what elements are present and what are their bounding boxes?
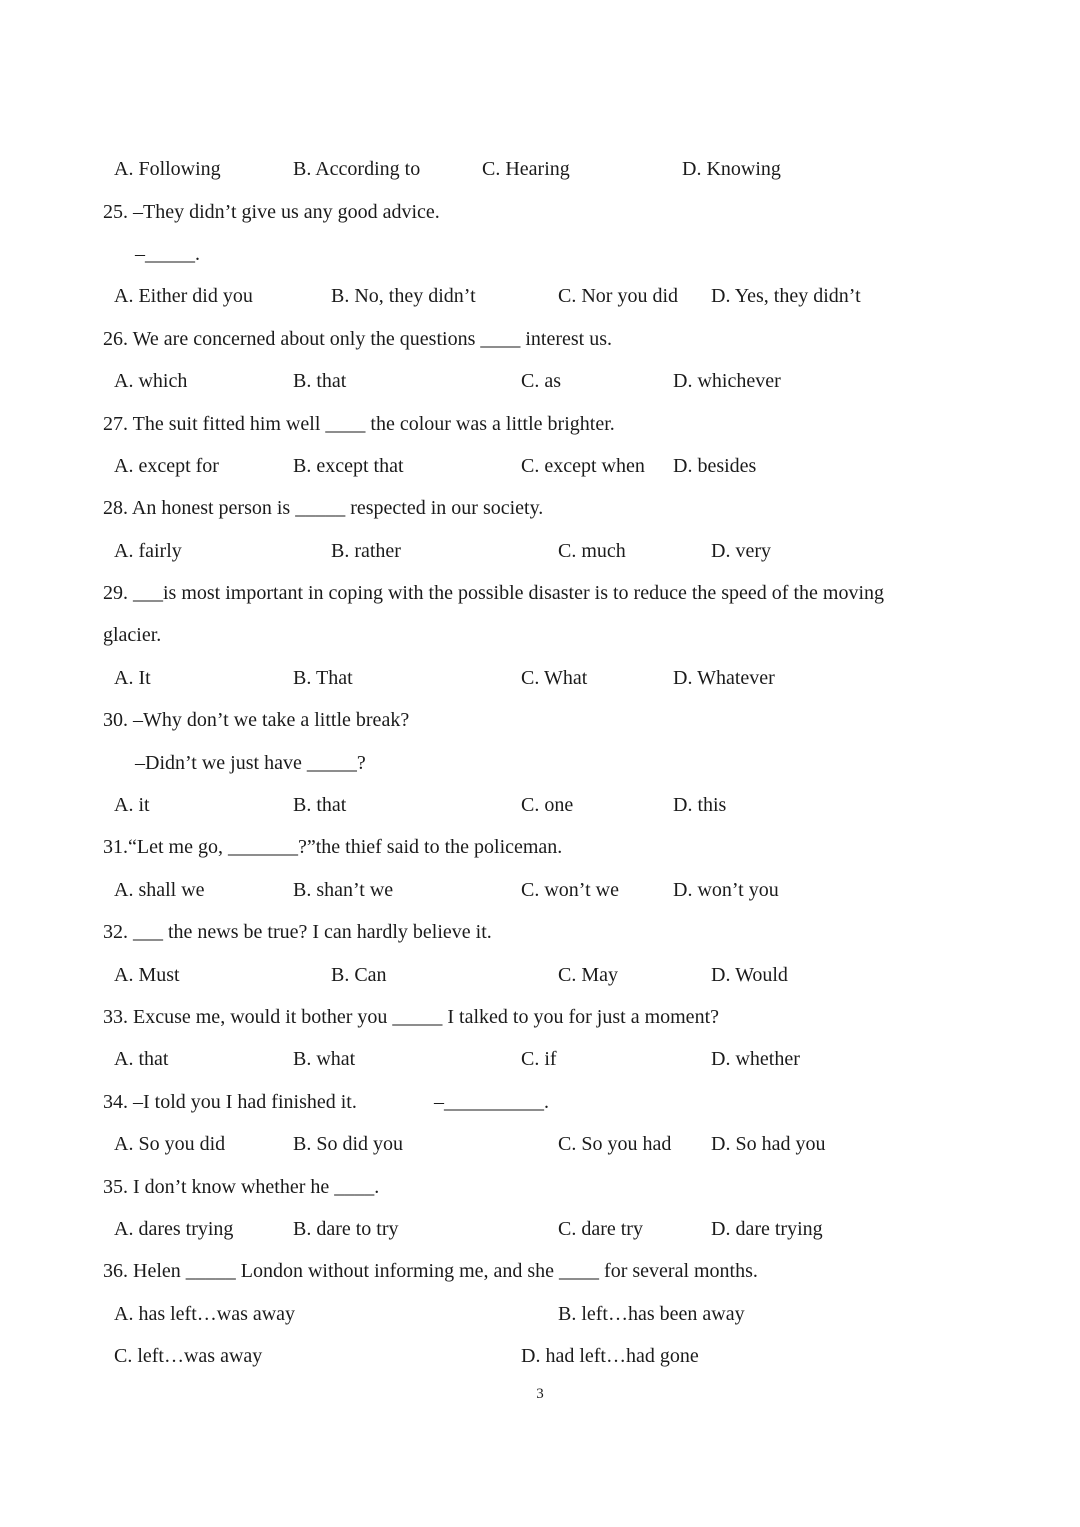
q36-option-a: A. has left…was away [114,1303,296,1325]
q26-stem: 26. We are concerned about only the questions ____ interest us. [103,328,613,350]
q30-option-b: B. that [293,794,347,816]
q24-option-d: D. Knowing [682,158,781,180]
q24-option-a: A. Following [114,158,221,180]
q34-option-a: A. So you did [114,1133,226,1155]
q32-stem: 32. ___ the news be true? I can hardly believe it. [103,921,492,943]
q36-option-c: C. left…was away [114,1345,263,1367]
q24-option-b: B. According to [293,158,421,180]
q26-option-a: A. which [114,370,188,392]
q25-option-d: D. Yes, they didn’t [711,285,861,307]
q27-stem: 27. The suit fitted him well ____ the colour was a little brighter. [103,413,615,435]
q29-stem-line2: glacier. [103,624,162,646]
q25-option-a: A. Either did you [114,285,253,307]
q25-option-c: C. Nor you did [558,285,678,307]
q34-stem: 34. –I told you I had finished it. [103,1091,357,1113]
q33-option-b: B. what [293,1048,356,1070]
q29-option-b: B. That [293,667,353,689]
q33-stem: 33. Excuse me, would it bother you _____ I talked to you for just a moment? [103,1006,719,1028]
q30-reply: –Didn’t we just have _____? [135,752,366,774]
q35-stem: 35. I don’t know whether he ____. [103,1176,380,1198]
q27-option-c: C. except when [521,455,645,477]
q33-option-d: D. whether [711,1048,800,1070]
q35-option-c: C. dare try [558,1218,643,1240]
q32-option-a: A. Must [114,964,180,986]
q28-option-b: B. rather [331,540,401,562]
q31-stem: 31.“Let me go, _______?”the thief said to the policeman. [103,836,563,858]
q34-option-c: C. So you had [558,1133,672,1155]
q31-option-c: C. won’t we [521,879,619,901]
q30-option-d: D. this [673,794,727,816]
q31-option-b: B. shan’t we [293,879,394,901]
q31-option-a: A. shall we [114,879,205,901]
q26-option-d: D. whichever [673,370,781,392]
q32-option-c: C. May [558,964,618,986]
q26-option-c: C. as [521,370,561,392]
q30-option-c: C. one [521,794,574,816]
q26-option-b: B. that [293,370,347,392]
q35-option-b: B. dare to try [293,1218,399,1240]
q33-option-c: C. if [521,1048,557,1070]
q36-option-b: B. left…has been away [558,1303,745,1325]
q24-option-c: C. Hearing [482,158,570,180]
q29-option-a: A. It [114,667,151,689]
q25-option-b: B. No, they didn’t [331,285,476,307]
q36-option-d: D. had left…had gone [521,1345,699,1367]
q28-option-d: D. very [711,540,771,562]
q28-stem: 28. An honest person is _____ respected in our society. [103,497,544,519]
q30-stem: 30. –Why don’t we take a little break? [103,709,410,731]
q27-option-d: D. besides [673,455,757,477]
q33-option-a: A. that [114,1048,169,1070]
q32-option-b: B. Can [331,964,387,986]
q35-option-d: D. dare trying [711,1218,823,1240]
q29-stem-line1: 29. ___is most important in coping with the possible disaster is to reduce the speed of the moving [103,582,884,604]
q30-option-a: A. it [114,794,150,816]
q32-option-d: D. Would [711,964,788,986]
q25-reply: –_____. [135,243,200,265]
q34-option-b: B. So did you [293,1133,404,1155]
q36-stem: 36. Helen _____ London without informing me, and she ____ for several months. [103,1260,758,1282]
q34-reply: –__________. [434,1091,549,1113]
q28-option-a: A. fairly [114,540,182,562]
page-number: 3 [536,1386,544,1402]
q34-option-d: D. So had you [711,1133,826,1155]
q31-option-d: D. won’t you [673,879,779,901]
q28-option-c: C. much [558,540,626,562]
q29-option-c: C. What [521,667,588,689]
q27-option-a: A. except for [114,455,219,477]
q29-option-d: D. Whatever [673,667,775,689]
q35-option-a: A. dares trying [114,1218,234,1240]
q25-stem: 25. –They didn’t give us any good advice. [103,201,440,223]
q27-option-b: B. except that [293,455,404,477]
